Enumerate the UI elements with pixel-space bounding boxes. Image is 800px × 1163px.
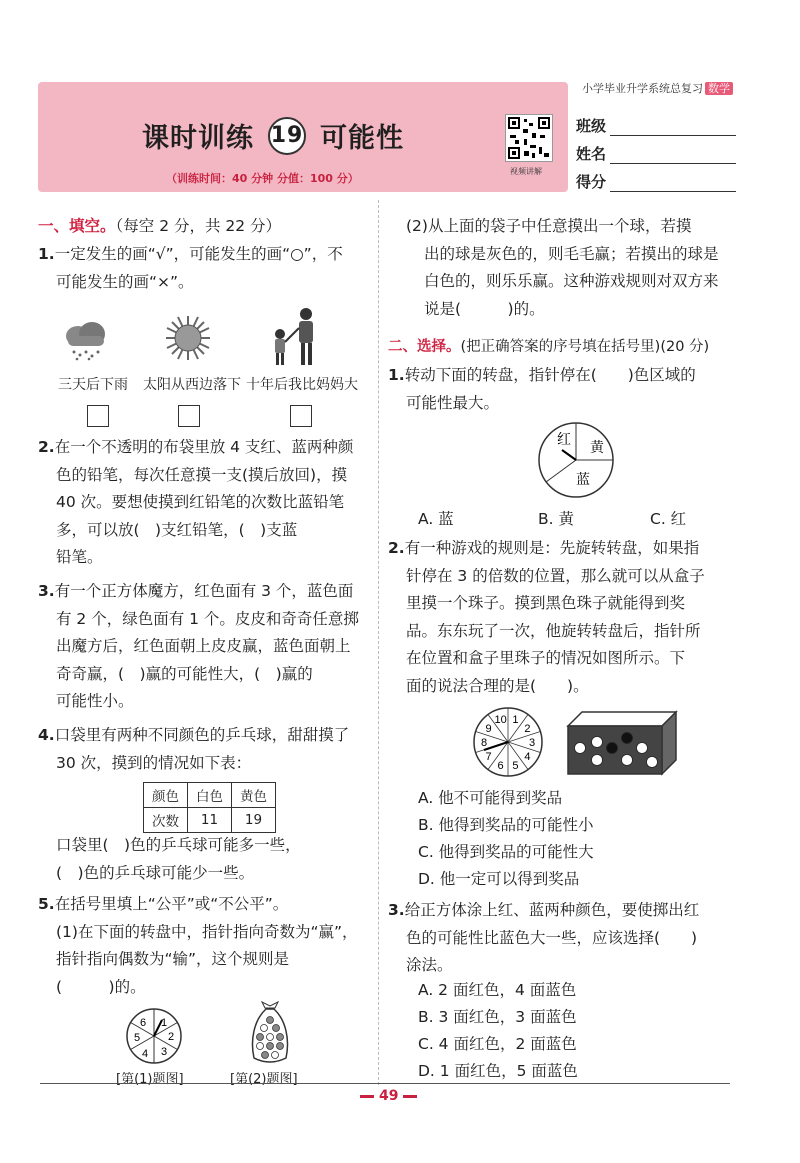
s2q3-line: 给正方体涂上红、蓝两种颜色，要使掷出红 bbox=[404, 901, 700, 919]
mother-child-icon bbox=[268, 306, 324, 368]
answer-box-sun[interactable] bbox=[178, 405, 200, 427]
rain-cloud-icon bbox=[60, 318, 110, 362]
wheel-number: 9 bbox=[485, 722, 492, 735]
q1-label-mother: 十年后我比妈妈大 bbox=[246, 377, 358, 393]
s2q2-option-b[interactable]: B. 他得到奖品的可能性小 bbox=[418, 816, 594, 834]
wheel-number: 10 bbox=[494, 714, 507, 727]
q5-sub1-line: 指针指向偶数为“输”，这个规则是 bbox=[56, 950, 290, 968]
fig1-caption: [第(1)题图] bbox=[116, 1072, 184, 1087]
s2q1-line: 转动下面的转盘，指针停在( )色区域的 bbox=[404, 366, 696, 384]
footer-divider bbox=[40, 1083, 730, 1084]
q1-5 bbox=[38, 891, 372, 1001]
q2-3 bbox=[388, 897, 738, 980]
q2-line: 铅笔。 bbox=[56, 548, 103, 566]
name-line[interactable] bbox=[610, 146, 736, 164]
title-left: 课时训练 bbox=[142, 123, 254, 154]
q4-number: 4. bbox=[38, 726, 55, 744]
color-spinner-icon bbox=[536, 420, 616, 500]
s2q3-line: 涂法。 bbox=[406, 956, 453, 974]
q5-sub2-line: 出的球是灰色的，则毛毛赢；若摸出的球是 bbox=[424, 244, 719, 263]
lesson-number: 19 bbox=[268, 117, 306, 155]
q3-line: 出魔方后，红色面朝上皮皮赢，蓝色面朝上 bbox=[56, 637, 351, 655]
q1-text-a: 一定发生的画“√”，可能发生的画“○”，不 bbox=[54, 245, 343, 263]
fig2-caption: [第(2)题图] bbox=[230, 1072, 298, 1087]
q4-line: 30 次，摸到的情况如下表： bbox=[56, 753, 252, 772]
q1-number: 1. bbox=[38, 245, 55, 263]
s2q2-line: 里摸一个珠子。摸到黑色珠子就能得到奖 bbox=[406, 594, 686, 612]
qr-code-icon[interactable] bbox=[505, 114, 553, 162]
sector-label: 蓝 bbox=[576, 471, 590, 487]
q1-text-b: 可能发生的画“×”。 bbox=[56, 272, 194, 291]
q3-line: 有一个正方体魔方，红色面有 3 个，蓝色面 bbox=[54, 582, 354, 600]
wheel-number: 5 bbox=[512, 759, 519, 772]
q4-table bbox=[143, 782, 276, 833]
q5-head: 在括号里填上“公平”或“不公平”。 bbox=[54, 895, 289, 913]
q2-1 bbox=[388, 362, 738, 417]
q2-line: 在一个不透明的布袋里放 4 支红、蓝两种颜 bbox=[54, 438, 354, 456]
q3-line: 有 2 个，绿色面有 1 个。皮皮和奇奇任意掷 bbox=[56, 609, 359, 628]
score-field[interactable] bbox=[576, 164, 736, 192]
wheel-number: 3 bbox=[528, 737, 536, 749]
class-line[interactable] bbox=[610, 118, 736, 136]
s2q3-option-a[interactable]: A. 2 面红色，4 面蓝色 bbox=[418, 981, 577, 999]
ball-bag-icon bbox=[250, 1000, 290, 1066]
section2-title: 二、选择。 bbox=[388, 339, 461, 355]
table-cell: 19 bbox=[232, 808, 276, 833]
q5-sub1-line: (1)在下面的转盘中，指针指向奇数为“赢”， bbox=[56, 922, 358, 941]
class-field[interactable] bbox=[576, 108, 736, 136]
sun-icon bbox=[164, 314, 212, 362]
wheel-number: 4 bbox=[524, 751, 531, 764]
s2q2-line: 在位置和盒子里珠子的情况如图所示。下 bbox=[406, 649, 686, 667]
spinner-num: 4 bbox=[141, 1048, 149, 1060]
s2q1-option-a[interactable]: A. 蓝 bbox=[418, 510, 454, 528]
q1-label-sun: 太阳从西边落下 bbox=[143, 377, 241, 393]
q1-4 bbox=[38, 722, 372, 777]
table-row bbox=[144, 808, 276, 833]
q4-after-line: ( )色的乒乓球可能少一些。 bbox=[56, 863, 255, 882]
s2q3-option-d[interactable]: D. 1 面红色，5 面蓝色 bbox=[418, 1062, 578, 1080]
q4-line: 口袋里有两种不同颜色的乒乓球，甜甜摸了 bbox=[54, 726, 350, 744]
s2q3-number: 3. bbox=[388, 901, 405, 919]
s2q2-option-a[interactable]: A. 他不可能得到奖品 bbox=[418, 789, 563, 807]
name-label: 姓名 bbox=[576, 145, 607, 163]
section2-heading bbox=[388, 334, 709, 362]
table-cell: 11 bbox=[188, 808, 232, 833]
q3-number: 3. bbox=[38, 582, 55, 600]
s2q2-line: 品。东东玩了一次，他旋转转盘后，指针所 bbox=[406, 621, 701, 640]
section2-note: (把正确答案的序号填在括号里)(20 分) bbox=[460, 339, 710, 355]
spinner-six-icon bbox=[124, 1006, 184, 1066]
spinner-num: 3 bbox=[160, 1046, 168, 1058]
q3-line: 奇奇赢，( )赢的可能性大，( )赢的 bbox=[56, 664, 313, 683]
table-cell: 黄色 bbox=[232, 783, 276, 808]
spinner-num: 5 bbox=[133, 1032, 141, 1044]
wheel-number: 7 bbox=[485, 751, 492, 764]
bead-box-icon bbox=[560, 708, 680, 778]
table-cell: 次数 bbox=[144, 808, 188, 833]
s2q2-option-c[interactable]: C. 他得到奖品的可能性大 bbox=[418, 843, 594, 861]
q1-2 bbox=[38, 434, 372, 572]
s2q3-line: 色的可能性比蓝色大一些，应该选择( ) bbox=[406, 928, 698, 947]
q2-number: 2. bbox=[38, 438, 55, 456]
q2-line: 多，可以放( )支红铅笔，( )支蓝 bbox=[56, 520, 298, 539]
page-number bbox=[355, 1088, 422, 1104]
title-right: 可能性 bbox=[320, 123, 404, 154]
s2q1-option-b[interactable]: B. 黄 bbox=[538, 510, 574, 528]
q5-sub2-line: 说是( )的。 bbox=[424, 299, 545, 318]
s2q1-number: 1. bbox=[388, 366, 405, 384]
table-cell: 白色 bbox=[188, 783, 232, 808]
score-label: 得分 bbox=[576, 173, 607, 191]
s2q1-line: 可能性最大。 bbox=[406, 393, 500, 412]
time-score-info: （训练时间：40 分钟 分值：100 分） bbox=[166, 172, 359, 185]
answer-box-rain[interactable] bbox=[87, 405, 109, 427]
s2q3-option-b[interactable]: B. 3 面红色，3 面蓝色 bbox=[418, 1008, 577, 1026]
number-wheel-icon bbox=[472, 706, 544, 778]
q2-line: 色的铅笔，每次任意摸一支(摸后放回)，摸 bbox=[56, 465, 348, 484]
series-text: 小学毕业升学系统总复习 bbox=[582, 82, 703, 95]
s2q2-line: 有一种游戏的规则是：先旋转转盘，如果指 bbox=[404, 539, 700, 557]
q2-2 bbox=[388, 535, 738, 700]
section1-heading bbox=[38, 213, 281, 241]
q5-sub2-line: 白色的，则乐乐赢。这种游戏规则对双方来 bbox=[424, 272, 719, 290]
score-line[interactable] bbox=[610, 174, 736, 192]
page-title bbox=[142, 116, 404, 155]
section1-note: （每空 2 分，共 22 分） bbox=[115, 217, 282, 235]
q4-after-line: 口袋里( )色的乒乓球可能多一些， bbox=[56, 836, 301, 854]
spinner-num: 2 bbox=[167, 1031, 175, 1043]
name-field[interactable] bbox=[576, 136, 736, 164]
wheel-number: 8 bbox=[480, 737, 488, 749]
class-label: 班级 bbox=[576, 117, 607, 135]
s2q2-number: 2. bbox=[388, 539, 405, 557]
spinner-num: 1 bbox=[160, 1017, 168, 1029]
q4-after bbox=[56, 832, 372, 887]
wheel-number: 6 bbox=[497, 759, 504, 772]
s2q3-options bbox=[418, 977, 578, 1085]
page-number-text: 49 bbox=[379, 1088, 399, 1104]
q1-1 bbox=[38, 241, 372, 296]
q5-sub2-line: (2)从上面的袋子中任意摸出一个球，若摸 bbox=[406, 217, 692, 235]
s2q2-line: 面的说法合理的是( )。 bbox=[406, 676, 589, 695]
subject-tag: 数学 bbox=[705, 82, 733, 95]
s2q3-option-c[interactable]: C. 4 面红色，2 面蓝色 bbox=[418, 1035, 577, 1053]
column-divider bbox=[378, 200, 379, 1085]
q3-line: 可能性小。 bbox=[56, 692, 134, 710]
sector-label: 红 bbox=[557, 431, 571, 447]
q5-sub2 bbox=[406, 213, 742, 323]
table-row bbox=[144, 783, 276, 808]
series-title bbox=[582, 80, 733, 96]
sector-label: 黄 bbox=[590, 439, 604, 455]
s2q2-option-d[interactable]: D. 他一定可以得到奖品 bbox=[418, 870, 580, 888]
student-info-fields bbox=[576, 108, 736, 192]
q1-3 bbox=[38, 578, 372, 716]
wheel-number: 2 bbox=[524, 722, 531, 735]
q5-sub1-line: ( )的。 bbox=[56, 977, 146, 996]
section1-title: 一、填空。 bbox=[38, 217, 116, 235]
wheel-number: 1 bbox=[512, 714, 519, 727]
qr-label: 视频讲解 bbox=[510, 167, 542, 176]
s2q2-options bbox=[418, 785, 594, 893]
spinner-num: 6 bbox=[139, 1017, 147, 1029]
s2q1-option-c[interactable]: C. 红 bbox=[650, 510, 687, 528]
answer-box-mother[interactable] bbox=[290, 405, 312, 427]
table-cell: 颜色 bbox=[144, 783, 188, 808]
q5-number: 5. bbox=[38, 895, 55, 913]
s2q2-line: 针停在 3 的倍数的位置，那么就可以从盒子 bbox=[406, 566, 705, 585]
q1-label-rain: 三天后下雨 bbox=[58, 377, 128, 393]
q2-line: 40 次。要想使摸到红铅笔的次数比蓝铅笔 bbox=[56, 493, 345, 511]
